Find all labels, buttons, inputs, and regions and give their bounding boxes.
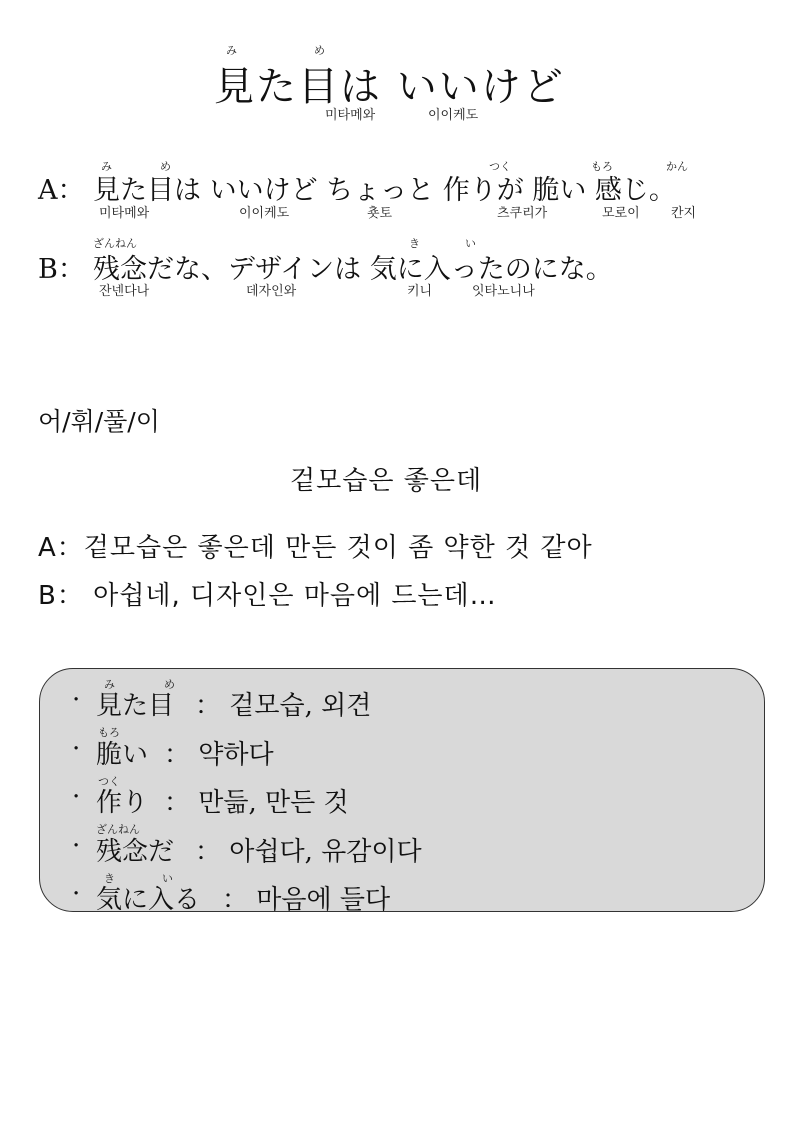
vocab-ruby-3: つく xyxy=(98,775,120,788)
vocab-ruby-4: ざんねん xyxy=(96,823,140,836)
reading-a-4: 츠쿠리가 xyxy=(497,206,548,221)
vocab-meaning: ： 마음에 들다 xyxy=(222,885,391,915)
reading-b-3: 키니 xyxy=(407,284,433,299)
dialogue-line-a: 見た目は いいけど ちょっと 作りが 脆い 感じ。 xyxy=(93,175,676,206)
vocab-bullet: · xyxy=(72,734,81,764)
vocab-bullet: · xyxy=(72,782,81,812)
title-ruby-me: め xyxy=(314,44,325,57)
vocab-bullet: · xyxy=(72,685,81,715)
ruby-a-mi: み xyxy=(101,160,112,173)
vocab-bullet: · xyxy=(72,879,81,909)
vocab-ruby-1a: み xyxy=(104,678,115,691)
vocab-term: 見た目 xyxy=(96,691,175,721)
page-title: 見た目は いいけど xyxy=(214,64,565,110)
ruby-b-i: い xyxy=(465,237,476,250)
reading-a-2: 이이케도 xyxy=(239,206,290,221)
vocab-ruby-5b: い xyxy=(162,872,173,885)
translation-line-a: A：겉모습은 좋은데 만든 것이 좀 약한 것 같아 xyxy=(38,533,593,563)
vocab-bullet: · xyxy=(72,831,81,861)
vocab-meaning: ： 약하다 xyxy=(164,740,274,770)
reading-b-2: 데자인와 xyxy=(246,284,297,299)
vocab-term: 脆い xyxy=(96,740,149,770)
ruby-a-tsuku: つく xyxy=(489,160,511,173)
title-reading-1: 미타메와 xyxy=(325,108,376,123)
ruby-b-zannen: ざんねん xyxy=(93,237,137,250)
ruby-b-ki: き xyxy=(409,237,420,250)
translation-title: 겉모습은 좋은데 xyxy=(290,466,483,496)
vocab-meaning: ： 만듦, 만든 것 xyxy=(164,788,349,818)
vocab-term: 残念だ xyxy=(96,837,175,867)
ruby-a-moro: もろ xyxy=(591,160,613,173)
reading-b-1: 잔넨다나 xyxy=(99,284,150,299)
vocab-ruby-1b: め xyxy=(164,678,175,691)
title-ruby-mi: み xyxy=(226,44,237,57)
vocab-term: 気に入る xyxy=(96,885,201,915)
vocab-ruby-2: もろ xyxy=(98,726,120,739)
reading-a-3: 춋토 xyxy=(367,206,393,221)
dialogue-line-b: 残念だな、デザインは 気に入ったのにな。 xyxy=(93,254,613,285)
translation-line-b: B： 아쉽네, 디자인은 마음에 드는데… xyxy=(38,581,497,611)
title-reading-2: 이이케도 xyxy=(428,108,479,123)
reading-a-1: 미타메와 xyxy=(99,206,150,221)
dialogue-speaker-a: A： xyxy=(38,175,85,206)
reading-a-6: 칸지 xyxy=(671,206,697,221)
ruby-a-me: め xyxy=(160,160,171,173)
reading-a-5: 모로이 xyxy=(602,206,640,221)
vocab-meaning: ： 아쉽다, 유감이다 xyxy=(195,837,422,867)
vocab-ruby-5a: き xyxy=(104,872,115,885)
vocab-meaning: ： 겉모습, 외견 xyxy=(195,691,372,721)
ruby-a-kan: かん xyxy=(666,160,688,173)
reading-b-4: 잇타노니나 xyxy=(472,284,535,299)
vocab-heading: 어/휘/풀/이 xyxy=(38,407,160,436)
dialogue-speaker-b: B： xyxy=(38,254,85,285)
vocab-term: 作り xyxy=(96,788,149,818)
